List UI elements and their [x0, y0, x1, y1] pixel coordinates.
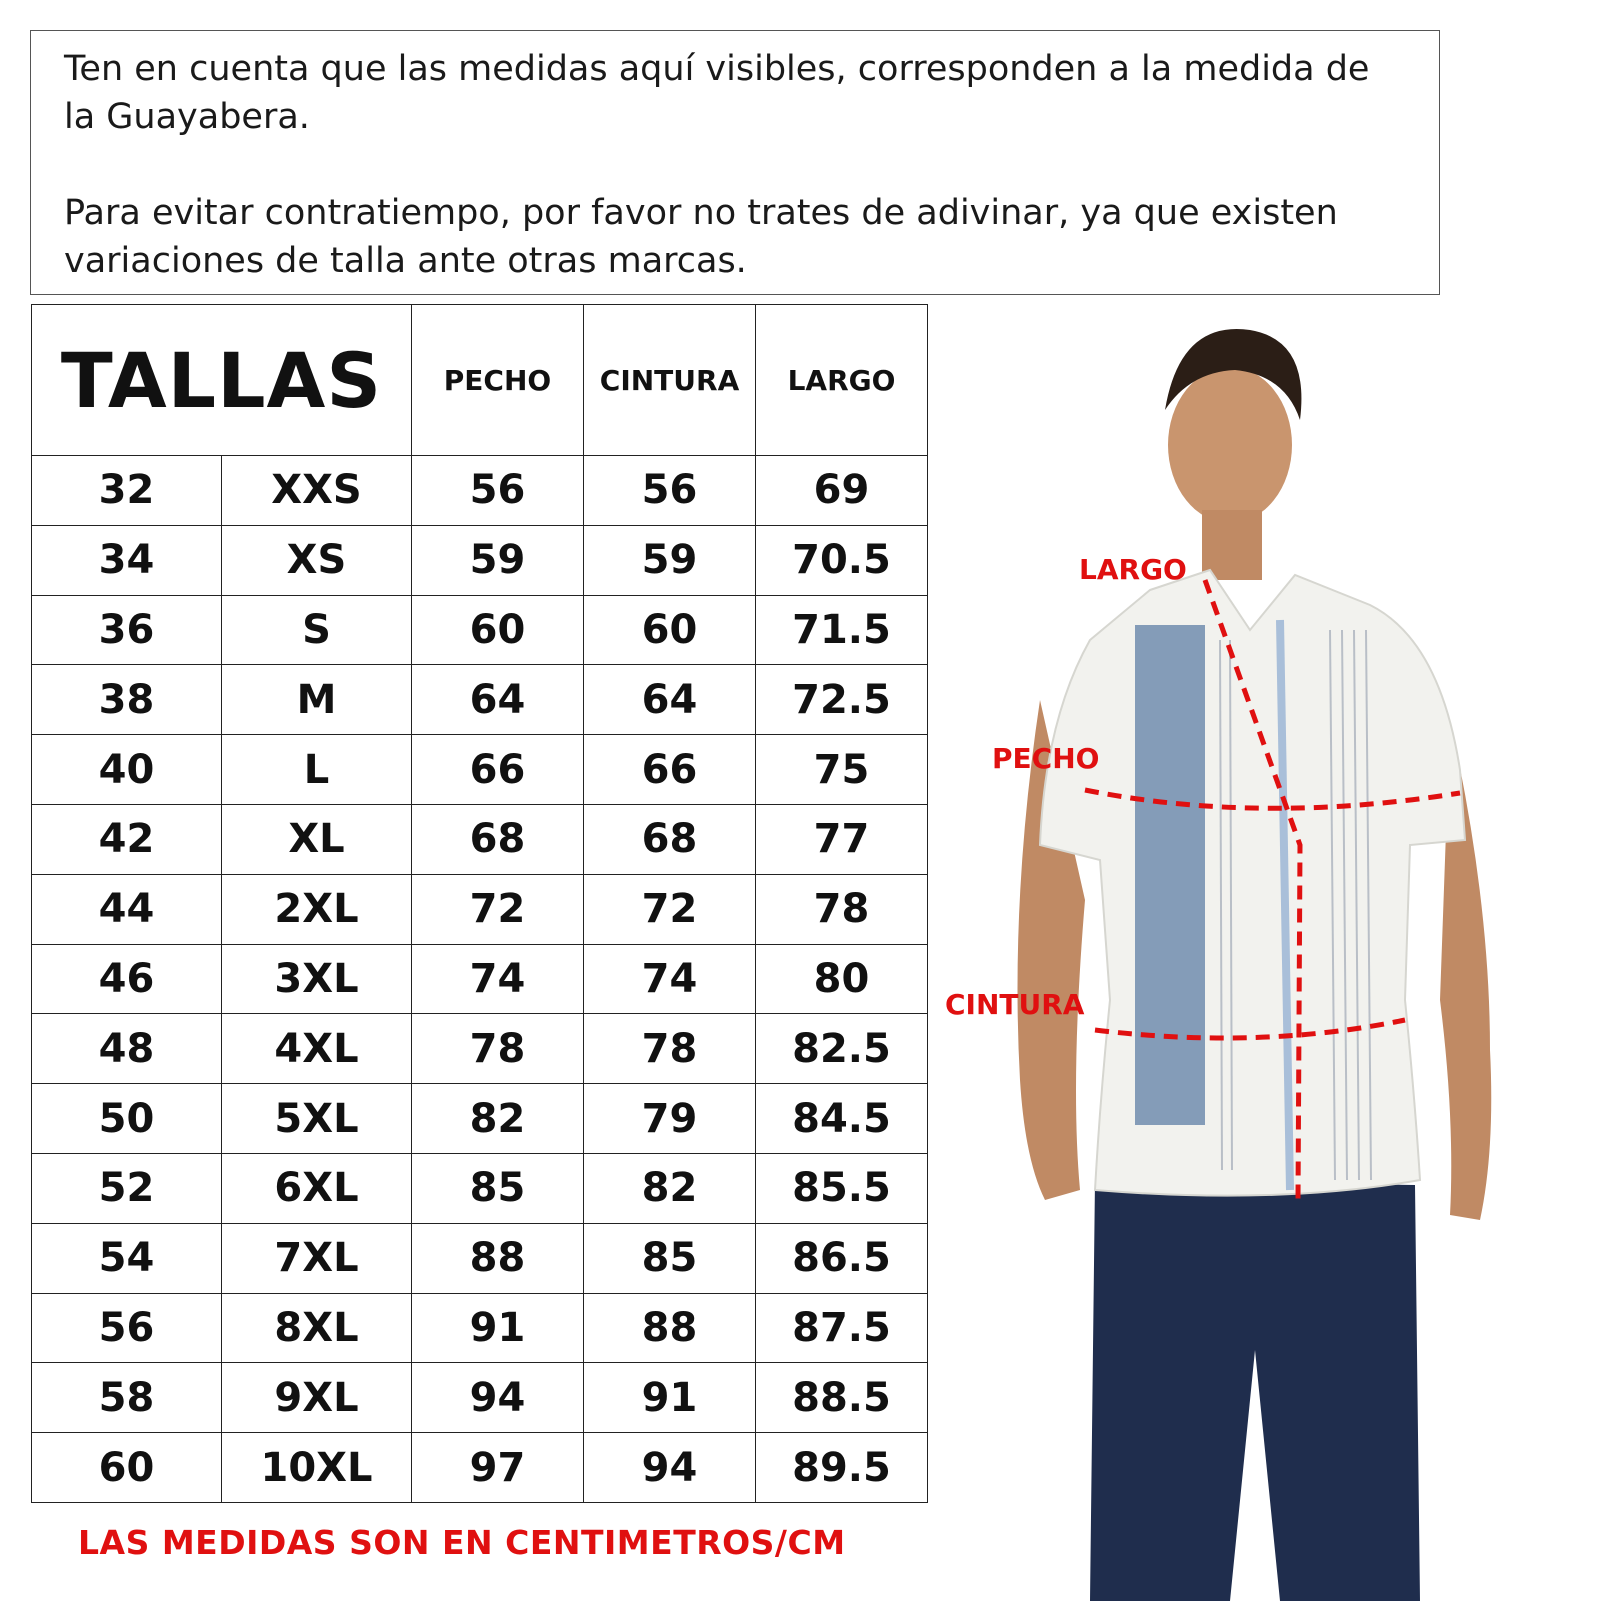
largo-cell: 70.5 [756, 525, 928, 595]
size-letter-cell: XL [222, 804, 412, 874]
size-number-cell: 58 [32, 1363, 222, 1433]
pecho-cell: 72 [412, 874, 584, 944]
largo-cell: 87.5 [756, 1293, 928, 1363]
table-row [32, 735, 928, 805]
size-number-cell: 52 [32, 1153, 222, 1223]
model-illustration [950, 300, 1600, 1601]
table-row [32, 874, 928, 944]
cintura-cell: 78 [584, 1014, 756, 1084]
tallas-title: TALLAS [32, 305, 412, 456]
cintura-cell: 79 [584, 1084, 756, 1154]
cintura-cell: 56 [584, 456, 756, 526]
size-letter-cell: M [222, 665, 412, 735]
units-note: LAS MEDIDAS SON EN CENTIMETROS/CM [78, 1523, 846, 1562]
table-row [32, 1153, 928, 1223]
largo-cell: 78 [756, 874, 928, 944]
largo-cell: 85.5 [756, 1153, 928, 1223]
cintura-cell: 66 [584, 735, 756, 805]
pecho-cell: 97 [412, 1433, 584, 1503]
size-letter-cell: 5XL [222, 1084, 412, 1154]
size-number-cell: 44 [32, 874, 222, 944]
table-header-row [32, 305, 928, 456]
cintura-cell: 82 [584, 1153, 756, 1223]
largo-cell: 69 [756, 456, 928, 526]
size-letter-cell: 6XL [222, 1153, 412, 1223]
size-letter-cell: 7XL [222, 1223, 412, 1293]
largo-cell: 80 [756, 944, 928, 1014]
size-number-cell: 42 [32, 804, 222, 874]
model-neck [1202, 510, 1262, 580]
table-row [32, 1363, 928, 1433]
pecho-cell: 88 [412, 1223, 584, 1293]
table-row [32, 944, 928, 1014]
size-number-cell: 38 [32, 665, 222, 735]
largo-cell: 72.5 [756, 665, 928, 735]
largo-cell: 82.5 [756, 1014, 928, 1084]
table-row [32, 665, 928, 735]
largo-cell: 89.5 [756, 1433, 928, 1503]
size-chart-table [31, 304, 928, 1503]
table-row [32, 1014, 928, 1084]
size-letter-cell: XS [222, 525, 412, 595]
table-row [32, 804, 928, 874]
size-letter-cell: L [222, 735, 412, 805]
cintura-cell: 60 [584, 595, 756, 665]
pecho-cell: 94 [412, 1363, 584, 1433]
notice-paragraph-1: Ten en cuenta que las medidas aquí visibles, corresponden a la medida de la Guayabera. [64, 49, 1370, 137]
largo-cell: 71.5 [756, 595, 928, 665]
pecho-cell: 91 [412, 1293, 584, 1363]
size-number-cell: 48 [32, 1014, 222, 1084]
header-cintura: CINTURA [584, 305, 756, 456]
pecho-cell: 56 [412, 456, 584, 526]
largo-label: LARGO [1079, 553, 1187, 586]
cintura-cell: 74 [584, 944, 756, 1014]
table-row [32, 525, 928, 595]
table-row [32, 595, 928, 665]
size-letter-cell: 8XL [222, 1293, 412, 1363]
size-letter-cell: 3XL [222, 944, 412, 1014]
size-number-cell: 32 [32, 456, 222, 526]
size-number-cell: 34 [32, 525, 222, 595]
cintura-cell: 72 [584, 874, 756, 944]
pecho-cell: 85 [412, 1153, 584, 1223]
size-number-cell: 56 [32, 1293, 222, 1363]
size-letter-cell: 4XL [222, 1014, 412, 1084]
largo-cell: 84.5 [756, 1084, 928, 1154]
cintura-cell: 85 [584, 1223, 756, 1293]
model-head [1168, 367, 1292, 523]
largo-cell: 77 [756, 804, 928, 874]
pecho-cell: 78 [412, 1014, 584, 1084]
pecho-cell: 59 [412, 525, 584, 595]
pecho-cell: 68 [412, 804, 584, 874]
size-letter-cell: 9XL [222, 1363, 412, 1433]
size-number-cell: 46 [32, 944, 222, 1014]
model-shirt [1040, 570, 1465, 1196]
largo-cell: 88.5 [756, 1363, 928, 1433]
table-row [32, 1293, 928, 1363]
size-number-cell: 50 [32, 1084, 222, 1154]
size-letter-cell: 2XL [222, 874, 412, 944]
pecho-cell: 74 [412, 944, 584, 1014]
model-figure [945, 300, 1600, 1601]
size-letter-cell: S [222, 595, 412, 665]
pecho-cell: 64 [412, 665, 584, 735]
notice-box [30, 30, 1440, 295]
table-row [32, 456, 928, 526]
cintura-cell: 68 [584, 804, 756, 874]
cintura-cell: 59 [584, 525, 756, 595]
cintura-cell: 64 [584, 665, 756, 735]
table-row [32, 1084, 928, 1154]
size-number-cell: 40 [32, 735, 222, 805]
largo-cell: 75 [756, 735, 928, 805]
pecho-cell: 60 [412, 595, 584, 665]
size-letter-cell: XXS [222, 456, 412, 526]
embroidery-panel [1135, 625, 1205, 1125]
cintura-cell: 91 [584, 1363, 756, 1433]
cintura-cell: 88 [584, 1293, 756, 1363]
size-number-cell: 54 [32, 1223, 222, 1293]
table-row [32, 1433, 928, 1503]
size-letter-cell: 10XL [222, 1433, 412, 1503]
pecho-cell: 82 [412, 1084, 584, 1154]
pecho-cell: 66 [412, 735, 584, 805]
size-number-cell: 36 [32, 595, 222, 665]
notice-paragraph-2: Para evitar contratiempo, por favor no trates de adivinar, ya que existen variaciones de talla ante otras marcas. [64, 193, 1338, 281]
largo-cell: 86.5 [756, 1223, 928, 1293]
header-largo: LARGO [756, 305, 928, 456]
cintura-cell: 94 [584, 1433, 756, 1503]
cintura-label: CINTURA [945, 988, 1085, 1021]
size-number-cell: 60 [32, 1433, 222, 1503]
table-row [32, 1223, 928, 1293]
header-pecho: PECHO [412, 305, 584, 456]
pecho-label: PECHO [992, 742, 1100, 775]
model-pants [1090, 1180, 1420, 1601]
